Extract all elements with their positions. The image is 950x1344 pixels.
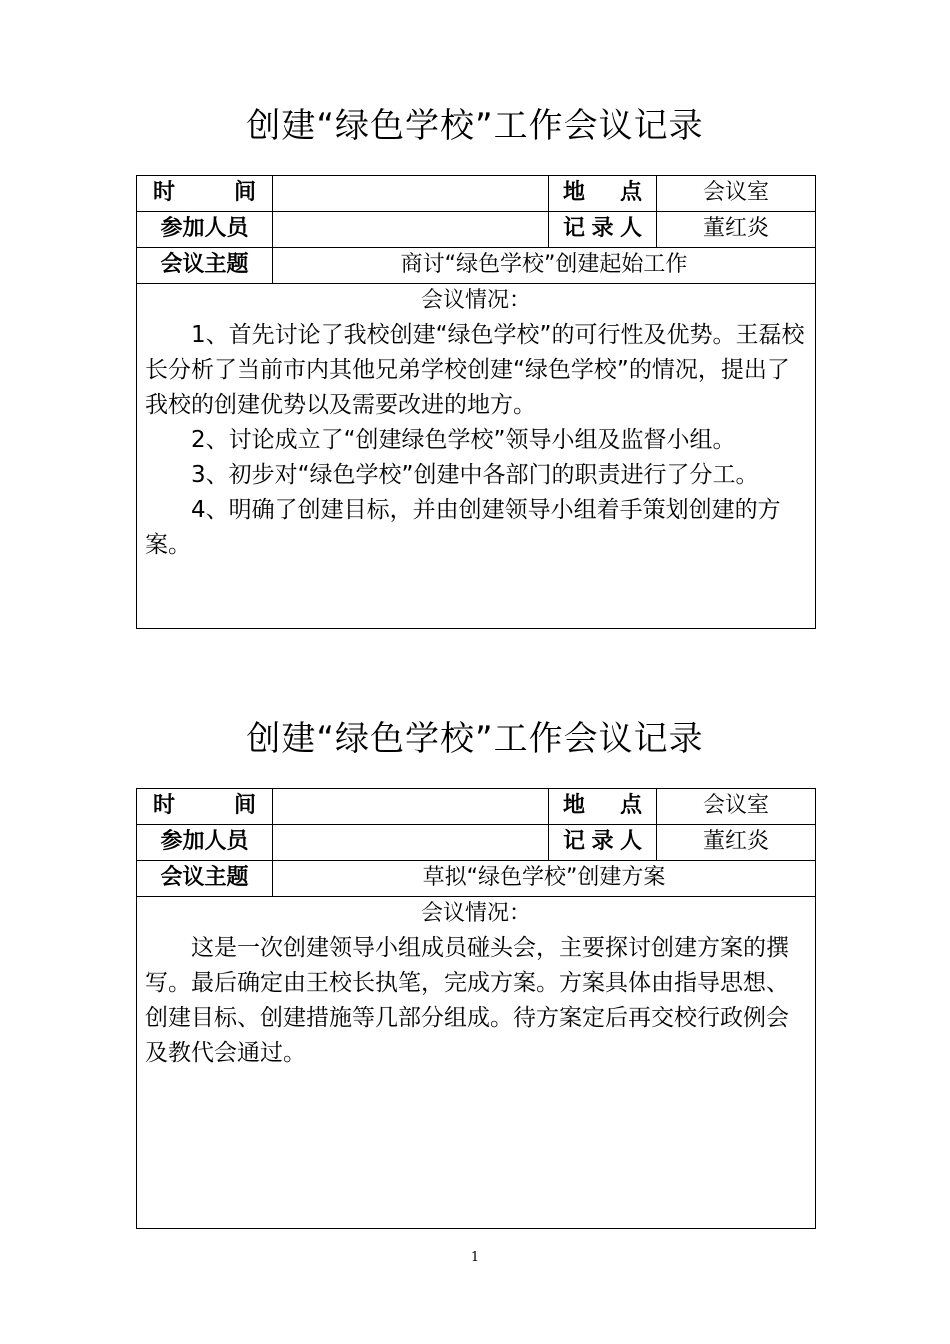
row-topic [137, 861, 815, 897]
label-location: 地 点 [549, 789, 657, 824]
page-number: 1 [470, 1250, 480, 1265]
row-attendees-recorder [137, 825, 815, 861]
label-topic: 会议主题 [137, 248, 273, 283]
value-time [273, 789, 549, 824]
meeting-situation [137, 284, 815, 628]
value-location: 会议室 [702, 793, 769, 818]
value-time [273, 176, 549, 211]
row-attendees-recorder [137, 212, 815, 248]
value-recorder: 董红炎 [702, 216, 769, 241]
value-topic: 商讨“绿色学校”创建起始工作 [400, 252, 688, 277]
label-situation: 会议情况： [420, 901, 531, 926]
situation-paragraph: 2、讨论成立了“创建绿色学校”领导小组及监督小组。 [191, 427, 736, 453]
value-topic: 草拟“绿色学校”创建方案 [422, 865, 666, 890]
situation-paragraph: 这是一次创建领导小组成员碰头会，主要探讨创建方案的撰写。最后确定由王校长执笔，完成方案。方案具体由指导思想、创建目标、创建措施等几部分组成。待方案定后再交校行政例会及教代会通过。 [145, 935, 789, 1066]
record-table [136, 175, 816, 629]
row-time-location [137, 789, 815, 825]
label-time: 时 间 [137, 789, 273, 824]
record-table [136, 788, 816, 1229]
label-attendees: 参加人员 [137, 825, 273, 860]
value-recorder: 董红炎 [702, 829, 769, 854]
label-topic: 会议主题 [137, 861, 273, 896]
label-recorder: 记录人 [549, 212, 657, 247]
value-attendees [273, 212, 549, 247]
situation-paragraph: 3、初步对“绿色学校”创建中各部门的职责进行了分工。 [191, 462, 759, 488]
row-topic [137, 248, 815, 284]
value-attendees [273, 825, 549, 860]
meeting-situation [137, 897, 815, 1228]
label-time: 时 间 [137, 176, 273, 211]
value-location: 会议室 [702, 180, 769, 205]
situation-paragraph: 1、首先讨论了我校创建“绿色学校”的可行性及优势。王磊校长分析了当前市内其他兄弟学校创建“绿色学校”的情况，提出了我校的创建优势以及需要改进的地方。 [145, 322, 805, 418]
situation-paragraph: 4、明确了创建目标，并由创建领导小组着手策划创建的方案。 [145, 497, 781, 558]
label-recorder: 记录人 [549, 825, 657, 860]
label-attendees: 参加人员 [137, 212, 273, 247]
label-situation: 会议情况： [420, 288, 531, 313]
label-location: 地 点 [549, 176, 657, 211]
row-time-location [137, 176, 815, 212]
record-title: 创建“绿色学校”工作会议记录 [246, 719, 704, 759]
record-title: 创建“绿色学校”工作会议记录 [246, 106, 704, 146]
